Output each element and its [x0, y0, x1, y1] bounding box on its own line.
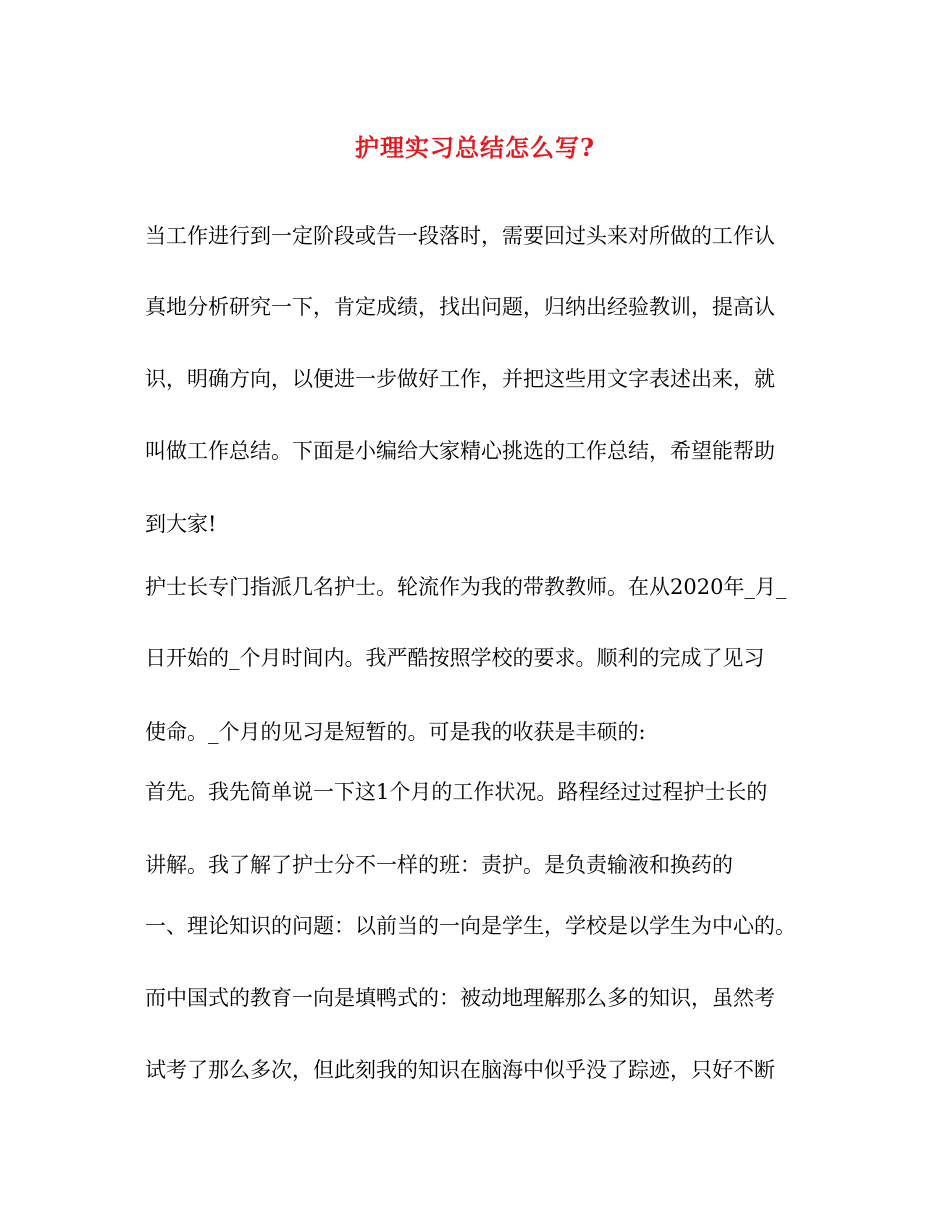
paragraph-line: 当工作进行到一定阶段或告一段落时，需要回过头来对所做的工作认: [145, 224, 775, 248]
paragraph-line: 讲解。我了解了护士分不一样的班：责护。是负责输液和换药的: [145, 853, 733, 877]
paragraph-line: 护士长专门指派几名护士。轮流作为我的带教教师。在从2020年_月_: [145, 575, 787, 599]
paragraph-line: 首先。我先简单说一下这1个月的工作状况。路程经过过程护士长的: [145, 780, 768, 804]
paragraph-line: 到大家!: [145, 512, 217, 536]
paragraph-line: 试考了那么多次，但此刻我的知识在脑海中似乎没了踪迹，只好不断: [145, 1058, 775, 1082]
paragraph-line: 叫做工作总结。下面是小编给大家精心挑选的工作总结，希望能帮助: [145, 439, 775, 463]
paragraph-line: 而中国式的教育一向是填鸭式的：被动地理解那么多的知识，虽然考: [145, 986, 775, 1010]
paragraph-line: 真地分析研究一下，肯定成绩，找出问题，归纳出经验教训，提高认: [145, 295, 775, 319]
paragraph-line: 日开始的_个月时间内。我严酷按照学校的要求。顺利的完成了见习: [145, 646, 765, 670]
paragraph-line: 识，明确方向，以便进一步做好工作，并把这些用文字表述出来，就: [145, 367, 775, 391]
paragraph-line: 一、理论知识的问题：以前当的一向是学生，学校是以学生为中心的。: [145, 914, 796, 938]
paragraph-line: 使命。_个月的见习是短暂的。可是我的收获是丰硕的:: [145, 720, 646, 744]
document-title: 护理实习总结怎么写?: [354, 133, 596, 162]
